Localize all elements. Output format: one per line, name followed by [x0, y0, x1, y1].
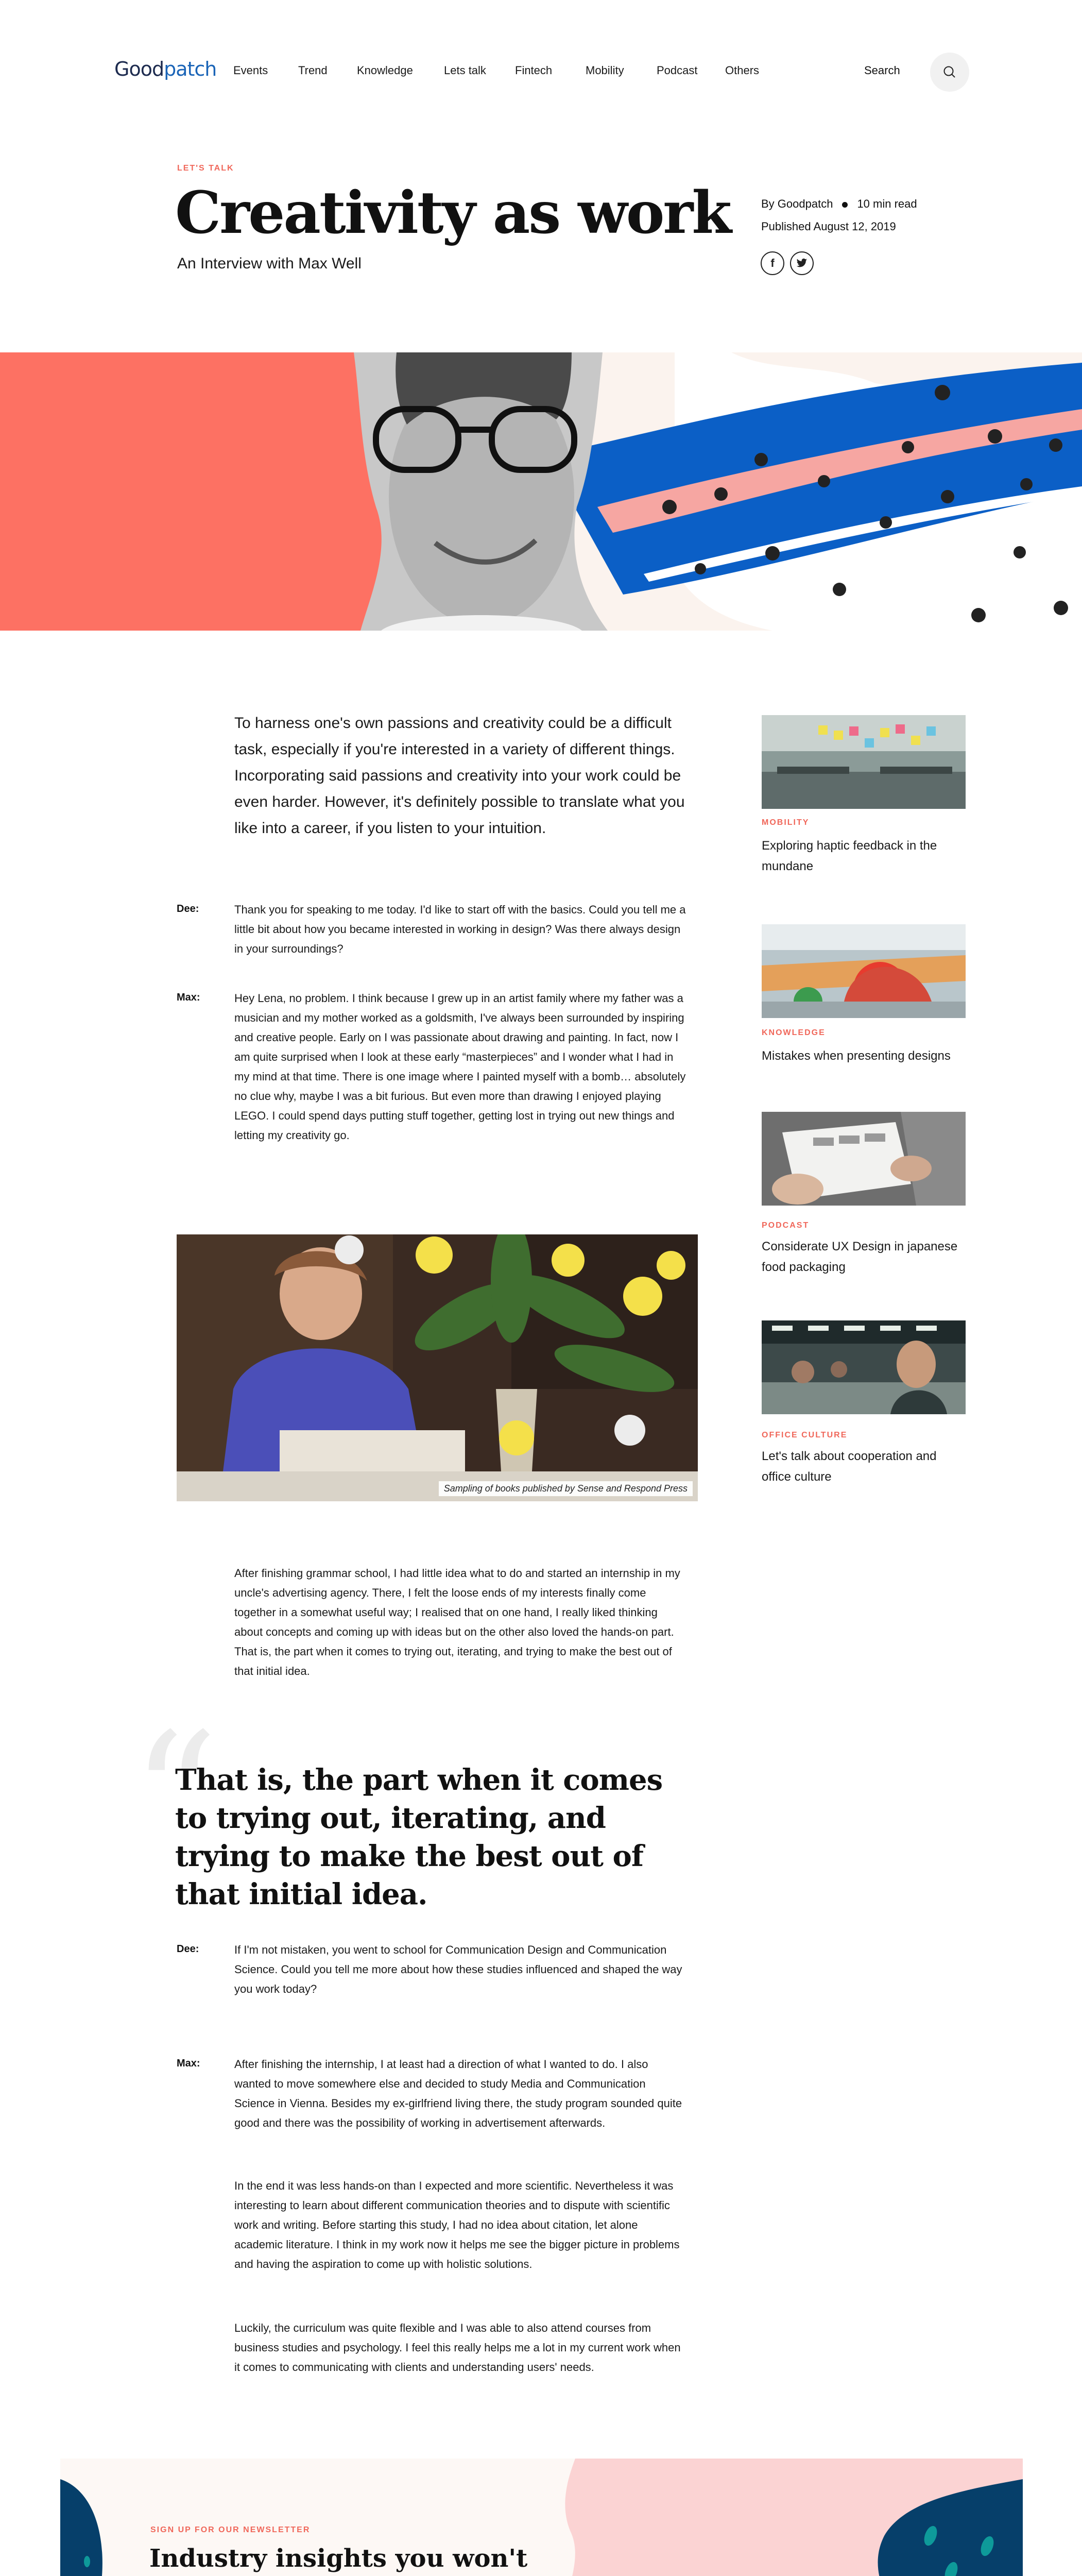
article-byline — [761, 197, 917, 211]
page-subtitle: An Interview with Max Well — [177, 255, 362, 272]
related-card-image[interactable] — [762, 715, 966, 809]
search-button[interactable] — [930, 53, 969, 92]
article-lead: To harness one's own passions and creativity could be a difficult task, especially if you're interested in a variety of different things. Incorporating said passions and creativity into your work could be even harder. However, it's definitely possible to translate what you like into a career, if you listen to your intuition. — [234, 715, 685, 837]
photo-caption: Sampling of books published by Sense and Respond Press — [439, 1481, 693, 1496]
speaker-label: Max: — [177, 2058, 200, 2069]
hero-image — [0, 352, 1082, 631]
related-card-category[interactable]: PODCAST — [762, 1221, 810, 1230]
quote-mark-icon: “ — [131, 1697, 218, 1894]
newsletter-kicker: SIGN UP FOR OUR NEWSLETTER — [150, 2526, 311, 2534]
related-card-image[interactable] — [762, 1112, 966, 1206]
related-card-title[interactable]: Mistakes when presenting designs — [762, 1049, 951, 1063]
related-card-category[interactable]: OFFICE CULTURE — [762, 1431, 848, 1439]
nav-mobility[interactable]: Mobility — [586, 64, 624, 77]
answer-paragraph: In the end it was less hands-on than I expected and more scientific. Nevertheless it was interesting to learn about different communication theories and to dispute with scientific work and writing. Before starting this study, I had no idea about citation, let alone academic literature. I think in my work now it helps me see the bigger picture in problems and having the aspiration to come up with holistic solutions. — [234, 2179, 680, 2270]
goodpatch-logo[interactable] — [114, 58, 216, 80]
nav-others[interactable]: Others — [725, 64, 760, 77]
related-card-title[interactable]: Let's talk about cooperation and office culture — [762, 1449, 937, 1484]
nav-fintech[interactable]: Fintech — [515, 64, 553, 77]
related-card-title[interactable]: Considerate UX Design in japanese food packaging — [762, 1240, 958, 1274]
answer-paragraph: Luckily, the curriculum was quite flexible and I was able to also attend courses from business studies and psychology. I feel this really helps me a lot in my current work when it comes to communicating with clients and understanding users' needs. — [234, 2321, 681, 2374]
publish-date: Published August 12, 2019 — [761, 220, 896, 233]
newsletter-title-line: Industry insights you won't — [149, 2544, 528, 2573]
speaker-label: Dee: — [177, 903, 199, 914]
newsletter-title — [149, 2540, 613, 2576]
share-facebook-button[interactable] — [761, 251, 784, 275]
body-paragraph: After finishing grammar school, I had little idea what to do and started an internship in my uncle's advertising agency. There, I felt the loose ends of my interests finally come together in a somewhat useful way; I realised that on one hand, I really liked thinking about concepts and coming up with ideas but on the other also loved the hands-on part. That is, the part when it comes to trying out, iterating, and trying to make the best out of that initial idea. — [234, 1567, 680, 1677]
nav-trend[interactable]: Trend — [298, 64, 328, 77]
page-title: Creativity as work — [175, 179, 731, 247]
question-paragraph: Thank you for speaking to me today. I'd like to start off with the basics. Could you tell me a little bit about how you became interested in working in design? Was there always design in your surroundings? — [234, 903, 686, 955]
facebook-icon: f — [770, 257, 775, 269]
answer-paragraph: Hey Lena, no problem. I think because I grew up in an artist family where my father was a musician and my mother worked as a goldsmith, I've always been surrounded by inspiring and creative people. Early on I was passionate about drawing and painting. In fact, now I am quite surprised when I look at these early “masterpieces” and I wonder what I had in my mind at that time. There is one image where I painted myself with a bomb… absolutely no clue why, maybe I was a bit furious. But even more than drawing I enjoyed playing LEGO. I could spend days putting stuff together, getting lost in trying out new things and letting my creativity go. — [234, 992, 686, 1142]
nav-lets-talk[interactable]: Lets talk — [444, 64, 486, 77]
read-time: 10 min read — [857, 197, 917, 210]
logo-part-good: Good — [114, 58, 164, 80]
speaker-label: Dee: — [177, 1943, 199, 1955]
twitter-icon — [796, 258, 808, 268]
search-icon — [942, 64, 957, 80]
logo-part-patch: patch — [164, 58, 217, 80]
author: By Goodpatch — [761, 197, 833, 210]
nav-podcast[interactable]: Podcast — [657, 64, 698, 77]
pull-quote: That is, the part when it comes to trying out, iterating, and trying to make the best out of that initial idea. — [175, 1763, 663, 1911]
separator-dot — [842, 202, 848, 208]
related-card-image[interactable] — [762, 1320, 966, 1414]
related-card-title[interactable]: Exploring haptic feedback in the mundane — [762, 839, 937, 873]
answer-paragraph: After finishing the internship, I at least had a direction of what I wanted to do. I also wanted to move somewhere else and decided to study Media and Communication Science in Vienna. Besides my ex-girlfriend living there, the study program sounded quite good and there was the possibility of working in advertisement afterwards. — [234, 2058, 682, 2129]
nav-events[interactable]: Events — [233, 64, 268, 77]
related-card-category[interactable]: MOBILITY — [762, 818, 810, 827]
search-link[interactable]: Search — [864, 64, 900, 77]
related-card-category[interactable]: KNOWLEDGE — [762, 1028, 826, 1037]
speaker-label: Max: — [177, 992, 200, 1003]
article-category[interactable]: LET'S TALK — [177, 164, 234, 173]
question-paragraph: If I'm not mistaken, you went to school for Communication Design and Communication Science. Could you tell me more about how these studies influenced and shaped the way you work today? — [234, 1943, 682, 1995]
related-card-image[interactable] — [762, 924, 966, 1018]
nav-knowledge[interactable]: Knowledge — [357, 64, 413, 77]
article-photo — [177, 1234, 698, 1501]
share-twitter-button[interactable] — [790, 251, 814, 275]
